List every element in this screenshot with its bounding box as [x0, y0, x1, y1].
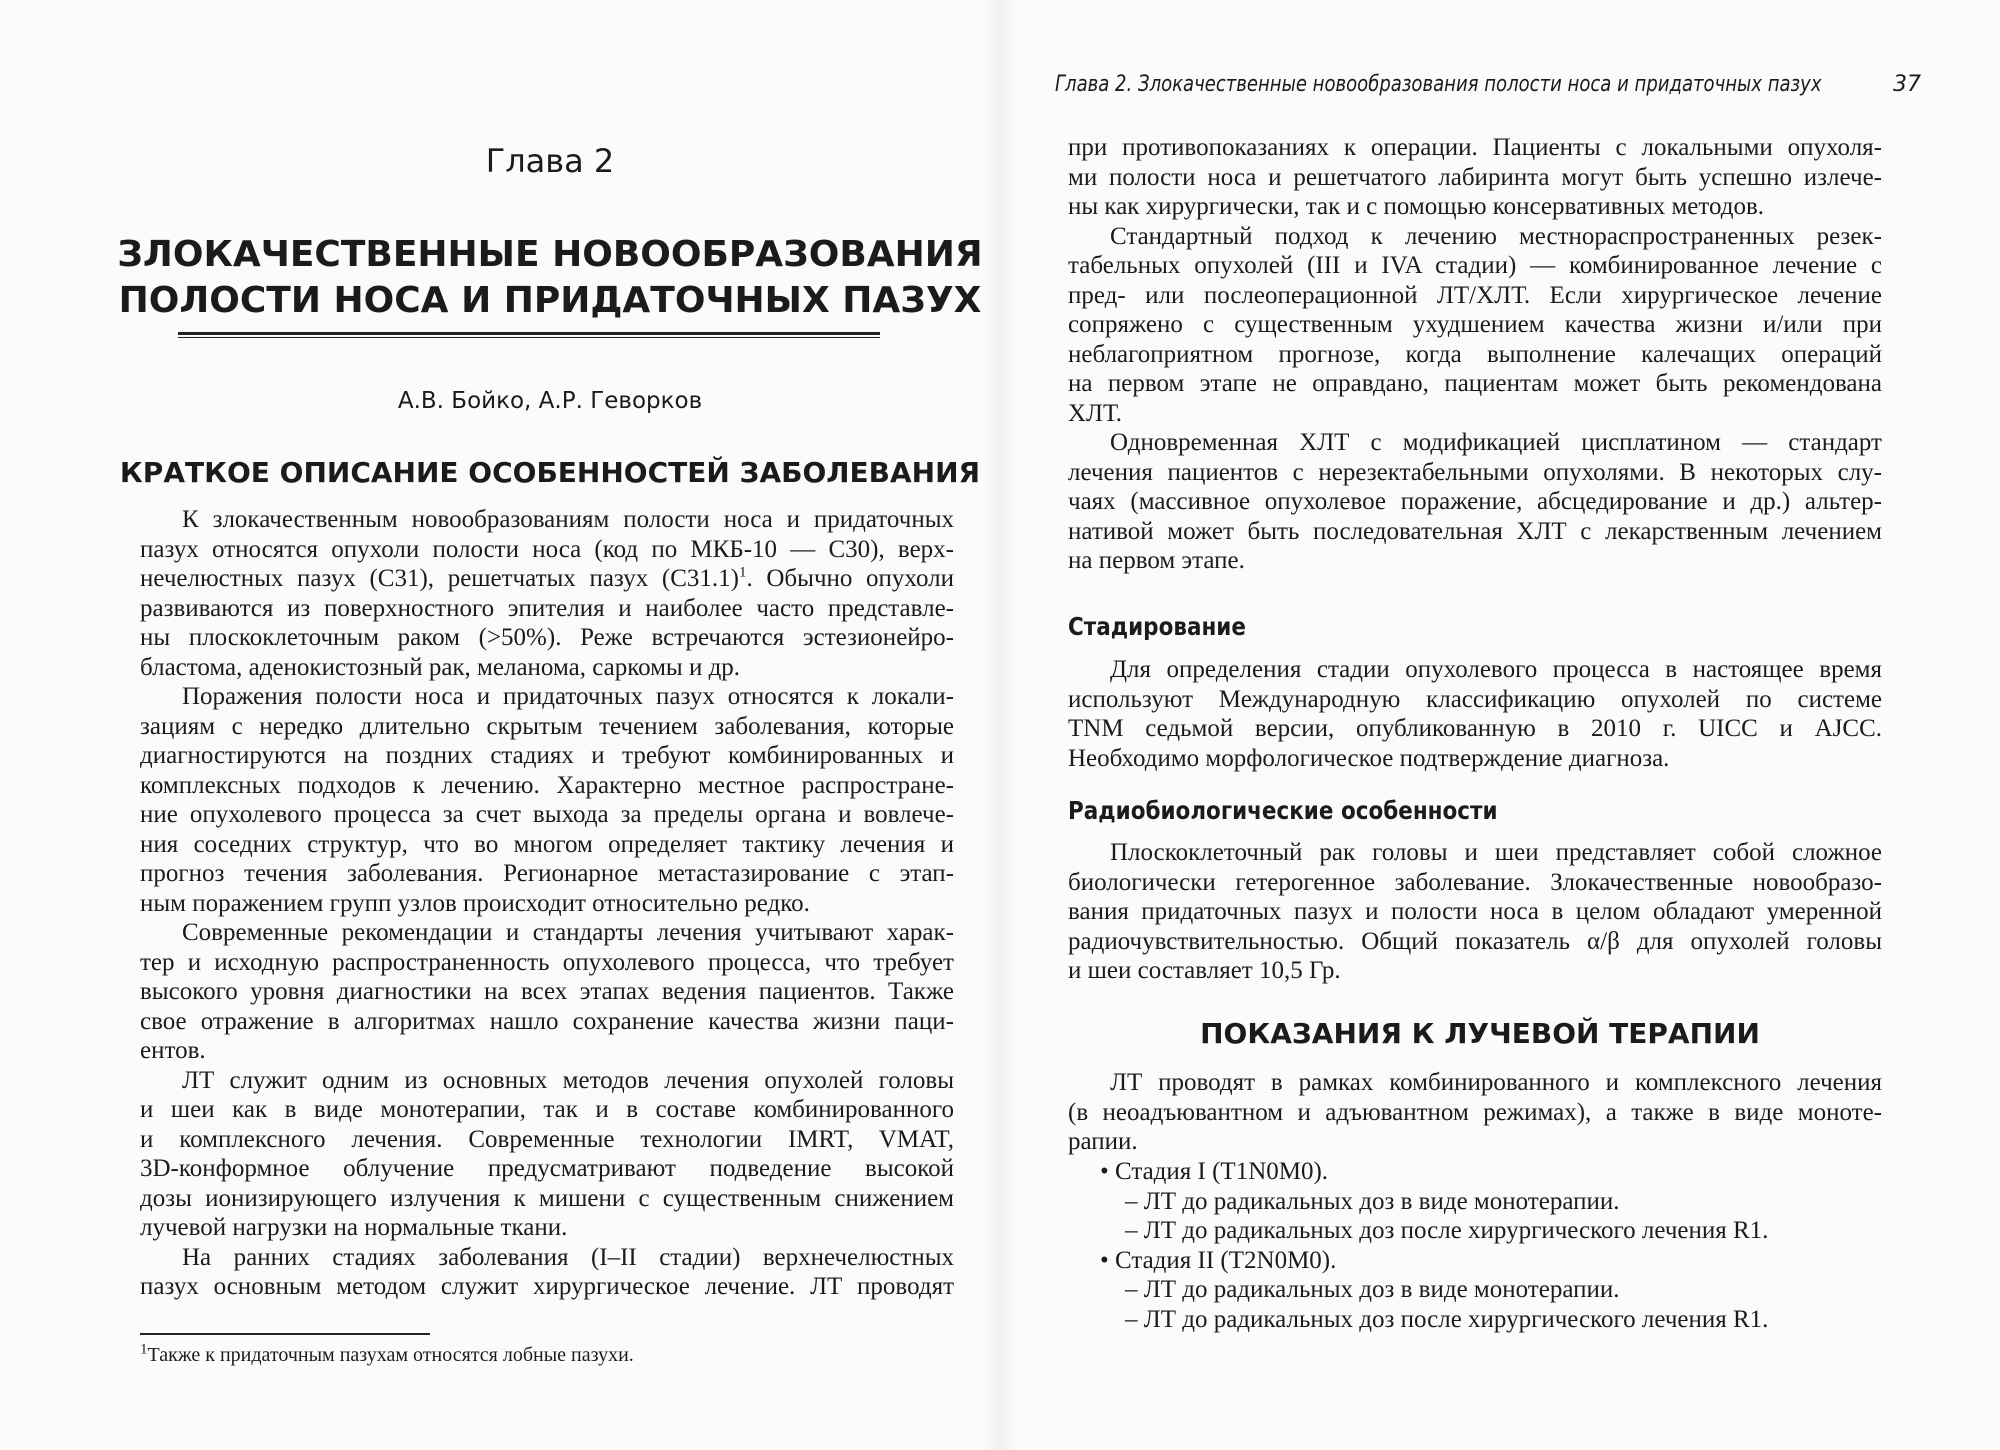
footnote-rule: [140, 1333, 430, 1335]
paragraph-concurrent-chemoradiation: [1068, 428, 1882, 576]
text-fragment: нечелюстных пазух (С31), решетчатых пазух (С31.1): [140, 565, 739, 592]
text-line: лечения пациентов с нерезектабельными опухолями. В некоторых слу-: [1068, 458, 1882, 486]
text-line: ми полости носа и решетчатого лабиринта могут быть успешно излече-: [1068, 163, 1882, 191]
indications-paragraph: [1068, 1068, 1882, 1157]
subsection-title-radiobiology: Радиобиологические особенности: [1068, 796, 1498, 825]
list-subitem: – ЛТ до радикальных доз после хирургического лечения R1.: [1125, 1306, 1769, 1333]
text-line: нативой может быть последовательная ХЛТ с лекарственным лечением: [1068, 517, 1882, 545]
text-line: вания придаточных пазух и полости носа в целом обладают умеренной: [1068, 898, 1882, 925]
radiobiology-paragraph: [1068, 838, 1882, 986]
paragraph-continued: [1068, 133, 1882, 222]
text-line: тер и исходную распространенность опухолевого процесса, что требует: [140, 948, 954, 976]
text-line: неблагоприятном прогнозе, когда выполнение калечащих операций: [1068, 340, 1882, 368]
text-line: и шеи как в виде монотерапии, так и в составе комбинированного: [140, 1096, 954, 1123]
list-subitem: – ЛТ до радикальных доз после хирургического лечения R1.: [1125, 1217, 1769, 1244]
title-rule-thick: [178, 332, 880, 335]
text-line: табельных опухолей (III и IVA стадии) — комбинированное лечение с: [1068, 252, 1882, 279]
text-line: TNM седьмой версии, опубликованную в 2010 г. UICC и AJCC.: [1068, 715, 1882, 742]
text-line: свое отражение в алгоритмах нашло сохранение качества жизни паци-: [140, 1007, 954, 1035]
text-line: лучевой нагрузки на нормальные ткани.: [140, 1214, 568, 1241]
text-line: Необходимо морфологическое подтверждение диагноза.: [1068, 744, 1670, 772]
text-line: ны плоскоклеточным раком (>50%). Реже встречаются эстезионейро-: [140, 624, 954, 651]
text-line: пазух относятся опухоли полости носа (код по МКБ-10 — С30), верх-: [140, 535, 954, 563]
text-line: сопряжено с существенным ухудшением качества жизни и/или при: [1068, 311, 1882, 338]
text-line: на первом этапе.: [1068, 547, 1245, 574]
text-line: при противопоказаниях к операции. Пациенты с локальными опухоля-: [1068, 134, 1882, 161]
list-subitem: – ЛТ до радикальных доз в виде монотерапии.: [1125, 1188, 1620, 1215]
text-line: используют Международную классификацию опухолей по системе: [1068, 685, 1882, 713]
authors: А.В. Бойко, А.Р. Геворков: [397, 388, 703, 414]
text-line: чаях (массивное опухолевое поражение, абсцедирование и др.) альтер-: [1068, 488, 1882, 515]
text-line: ния соседних структур, что во многом определяет тактику лечения и: [140, 830, 954, 858]
section-title-disease-overview: КРАТКОЕ ОПИСАНИЕ ОСОБЕННОСТЕЙ ЗАБОЛЕВАНИЯ: [119, 456, 981, 489]
text-line: Одновременная ХЛТ с модификацией цисплатином — стандарт: [1110, 429, 1882, 456]
text-line: ны как хирургически, так и с помощью консервативных методов.: [1068, 193, 1765, 220]
list-item-stage-2: • Стадия II (T2N0M0).: [1100, 1247, 1337, 1274]
text-line: ентов.: [140, 1037, 206, 1064]
text-line: пред- или послеоперационной ЛТ/ХЛТ. Если хирургическое лечение: [1068, 281, 1882, 309]
text-line: и комплексного лечения. Современные технологии IMRT, VMAT,: [140, 1125, 954, 1153]
paragraph-5: [140, 1243, 954, 1302]
text-line: диагностируются на поздних стадиях и требуют комбинированных и: [140, 742, 954, 769]
text-line: Стандартный подход к лечению местнораспространенных резек-: [1110, 222, 1882, 250]
chapter-title-line-2: ПОЛОСТИ НОСА И ПРИДАТОЧНЫХ ПАЗУХ: [118, 280, 982, 321]
footnote: [140, 1341, 634, 1367]
paragraph-3: [140, 918, 954, 1066]
text-line: на первом этапе не оправдано, пациентам может быть рекомендована: [1068, 370, 1882, 397]
text-line: биологически гетерогенное заболевание. Злокачественные новообразо-: [1068, 868, 1882, 896]
text-line: и шеи составляет 10,5 Гр.: [1068, 957, 1341, 984]
text-line: ХЛТ.: [1068, 399, 1123, 427]
paragraph-2: [140, 682, 954, 918]
text-line: высокого уровня диагностики на всех этапах ведения пациентов. Также: [140, 978, 954, 1005]
text-fragment: . Обычно опухоли: [746, 565, 954, 592]
text-line: 3D-конформное облучение предусматривают подведение высокой: [140, 1155, 954, 1182]
chapter-title-line-1: ЗЛОКАЧЕСТВЕННЫЕ НОВООБРАЗОВАНИЯ: [117, 234, 983, 275]
section-title-radiotherapy-indications: ПОКАЗАНИЯ К ЛУЧЕВОЙ ТЕРАПИИ: [1200, 1017, 1760, 1050]
text-line: бластома, аденокистозный рак, меланома, саркомы и др.: [140, 653, 741, 681]
text-line: развиваются из поверхностного эпителия и наиболее часто представле-: [140, 594, 954, 622]
paragraph-1: [140, 505, 954, 682]
text-line: пазух основным методом служит хирургическое лечение. ЛТ проводят: [140, 1273, 954, 1300]
text-line: комплексных подходов к лечению. Характерно местное распростране-: [140, 771, 954, 799]
page-number: 37: [1893, 72, 1921, 97]
right-body-text: [1068, 133, 1882, 576]
text-line: дозы ионизирующего излучения к мишени с существенным снижением: [140, 1184, 954, 1212]
text-line: прогноз течения заболевания. Регионарное метастазирование с этап-: [140, 860, 954, 887]
running-head: Глава 2. Злокачественные новообразования полости носа и придаточных пазух: [1055, 72, 1822, 97]
list-item-stage-1: • Стадия I (T1N0M0).: [1100, 1158, 1329, 1185]
text-line: Современные рекомендации и стандарты лечения учитывают харак-: [182, 919, 954, 946]
subsection-title-staging: Стадирование: [1068, 612, 1246, 641]
list-subitem: – ЛТ до радикальных доз в виде монотерапии.: [1125, 1276, 1620, 1303]
chapter-label: Глава 2: [485, 142, 615, 180]
paragraph-standard-approach: [1068, 222, 1882, 429]
text-line: На ранних стадиях заболевания (I–II стадии) верхнечелюстных: [182, 1243, 954, 1271]
left-body-text: [140, 505, 954, 1302]
text-line: радиочувствительностью. Общий показатель α/β для опухолей головы: [1068, 927, 1882, 955]
staging-paragraph: [1068, 655, 1882, 773]
text-line: рапии.: [1068, 1128, 1138, 1155]
text-line: ЛТ проводят в рамках комбинированного и комплексного лечения: [1110, 1069, 1882, 1096]
text-line: ЛТ служит одним из основных методов лечения опухолей головы: [182, 1066, 954, 1094]
text-line: (в неоадъювантном и адъювантном режимах), а также в виде моноте-: [1068, 1098, 1882, 1126]
text-line: К злокачественным новообразованиям полости носа и придаточных: [182, 506, 954, 533]
text-line: зациям с нередко длительно скрытым течением заболевания, которые: [140, 712, 954, 740]
text-line-with-footnote: [140, 564, 954, 594]
footnote-marker: 1: [738, 564, 747, 581]
text-line: Поражения полости носа и придаточных пазух относятся к локали-: [182, 683, 954, 710]
text-line: ным поражением групп узлов происходит относительно редко.: [140, 889, 810, 917]
footnote-number: 1: [140, 1341, 148, 1358]
text-line: Плоскоклеточный рак головы и шеи представляет собой сложное: [1110, 839, 1882, 866]
paragraph-4: [140, 1066, 954, 1243]
title-rule-thin: [178, 337, 880, 338]
text-line: ние опухолевого процесса за счет выхода за пределы органа и вовлече-: [140, 801, 954, 828]
text-line: Для определения стадии опухолевого процесса в настоящее время: [1110, 656, 1882, 683]
footnote-text: Также к придаточным пазухам относятся лобные пазухи.: [147, 1344, 634, 1366]
